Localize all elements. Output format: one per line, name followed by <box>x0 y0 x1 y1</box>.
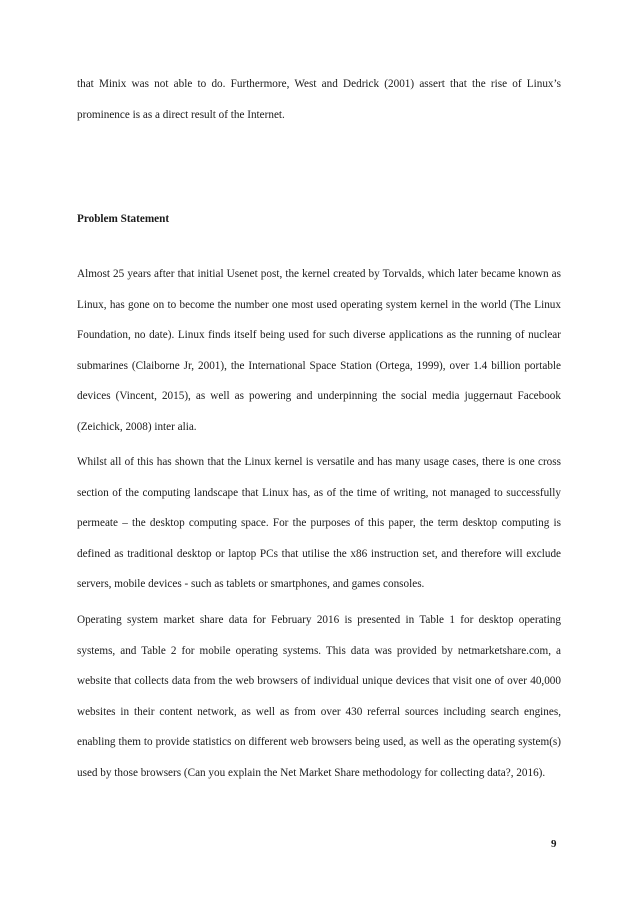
problem-statement-heading: Problem Statement <box>77 213 170 225</box>
intro-continuation-paragraph: that Minix was not able to do. Furthermore, West and Dedrick (2001) assert that the rise of Linux’s prominence is as a direct result of the Internet. <box>77 78 561 121</box>
problem-statement-paragraph-2: Whilst all of this has shown that the Linux kernel is versatile and has many usage cases, there is one cross section of the computing landscape that Linux has, as of the time of writing, not managed to successfully permeate – the desktop computing space. For the purposes of this paper, the term desktop computing is defined as traditional desktop or laptop PCs that utilise the x86 instruction set, and therefore will exclude servers, mobile devices - such as tablets or smartphones, and games consoles. <box>77 456 561 591</box>
page-number: 9 <box>551 838 557 850</box>
problem-statement-paragraph-3: Operating system market share data for February 2016 is presented in Table 1 for desktop operating systems, and Table 2 for mobile operating systems. This data was provided by netmarketshare.com, a website that collects data from the web browsers of individual unique devices that visit one of over 40,000 websites in their content network, as well as from over 430 referral sources including search engines, enabling them to provide statistics on different web browsers being used, as well as the operating system(s) used by those browsers (Can you explain the Net Market Share methodology for collecting data?, 2016). <box>77 614 561 779</box>
problem-statement-paragraph-1: Almost 25 years after that initial Usenet post, the kernel created by Torvalds, which later became known as Linux, has gone on to become the number one most used operating system kernel in the world (The Linux Foundation, no date). Linux finds itself being used for such diverse applications as the running of nuclear submarines (Claiborne Jr, 2001), the International Space Station (Ortega, 1999), over 1.4 billion portable devices (Vincent, 2015), as well as powering and underpinning the social media juggernaut Facebook (Zeichick, 2008) inter alia. <box>77 268 561 433</box>
